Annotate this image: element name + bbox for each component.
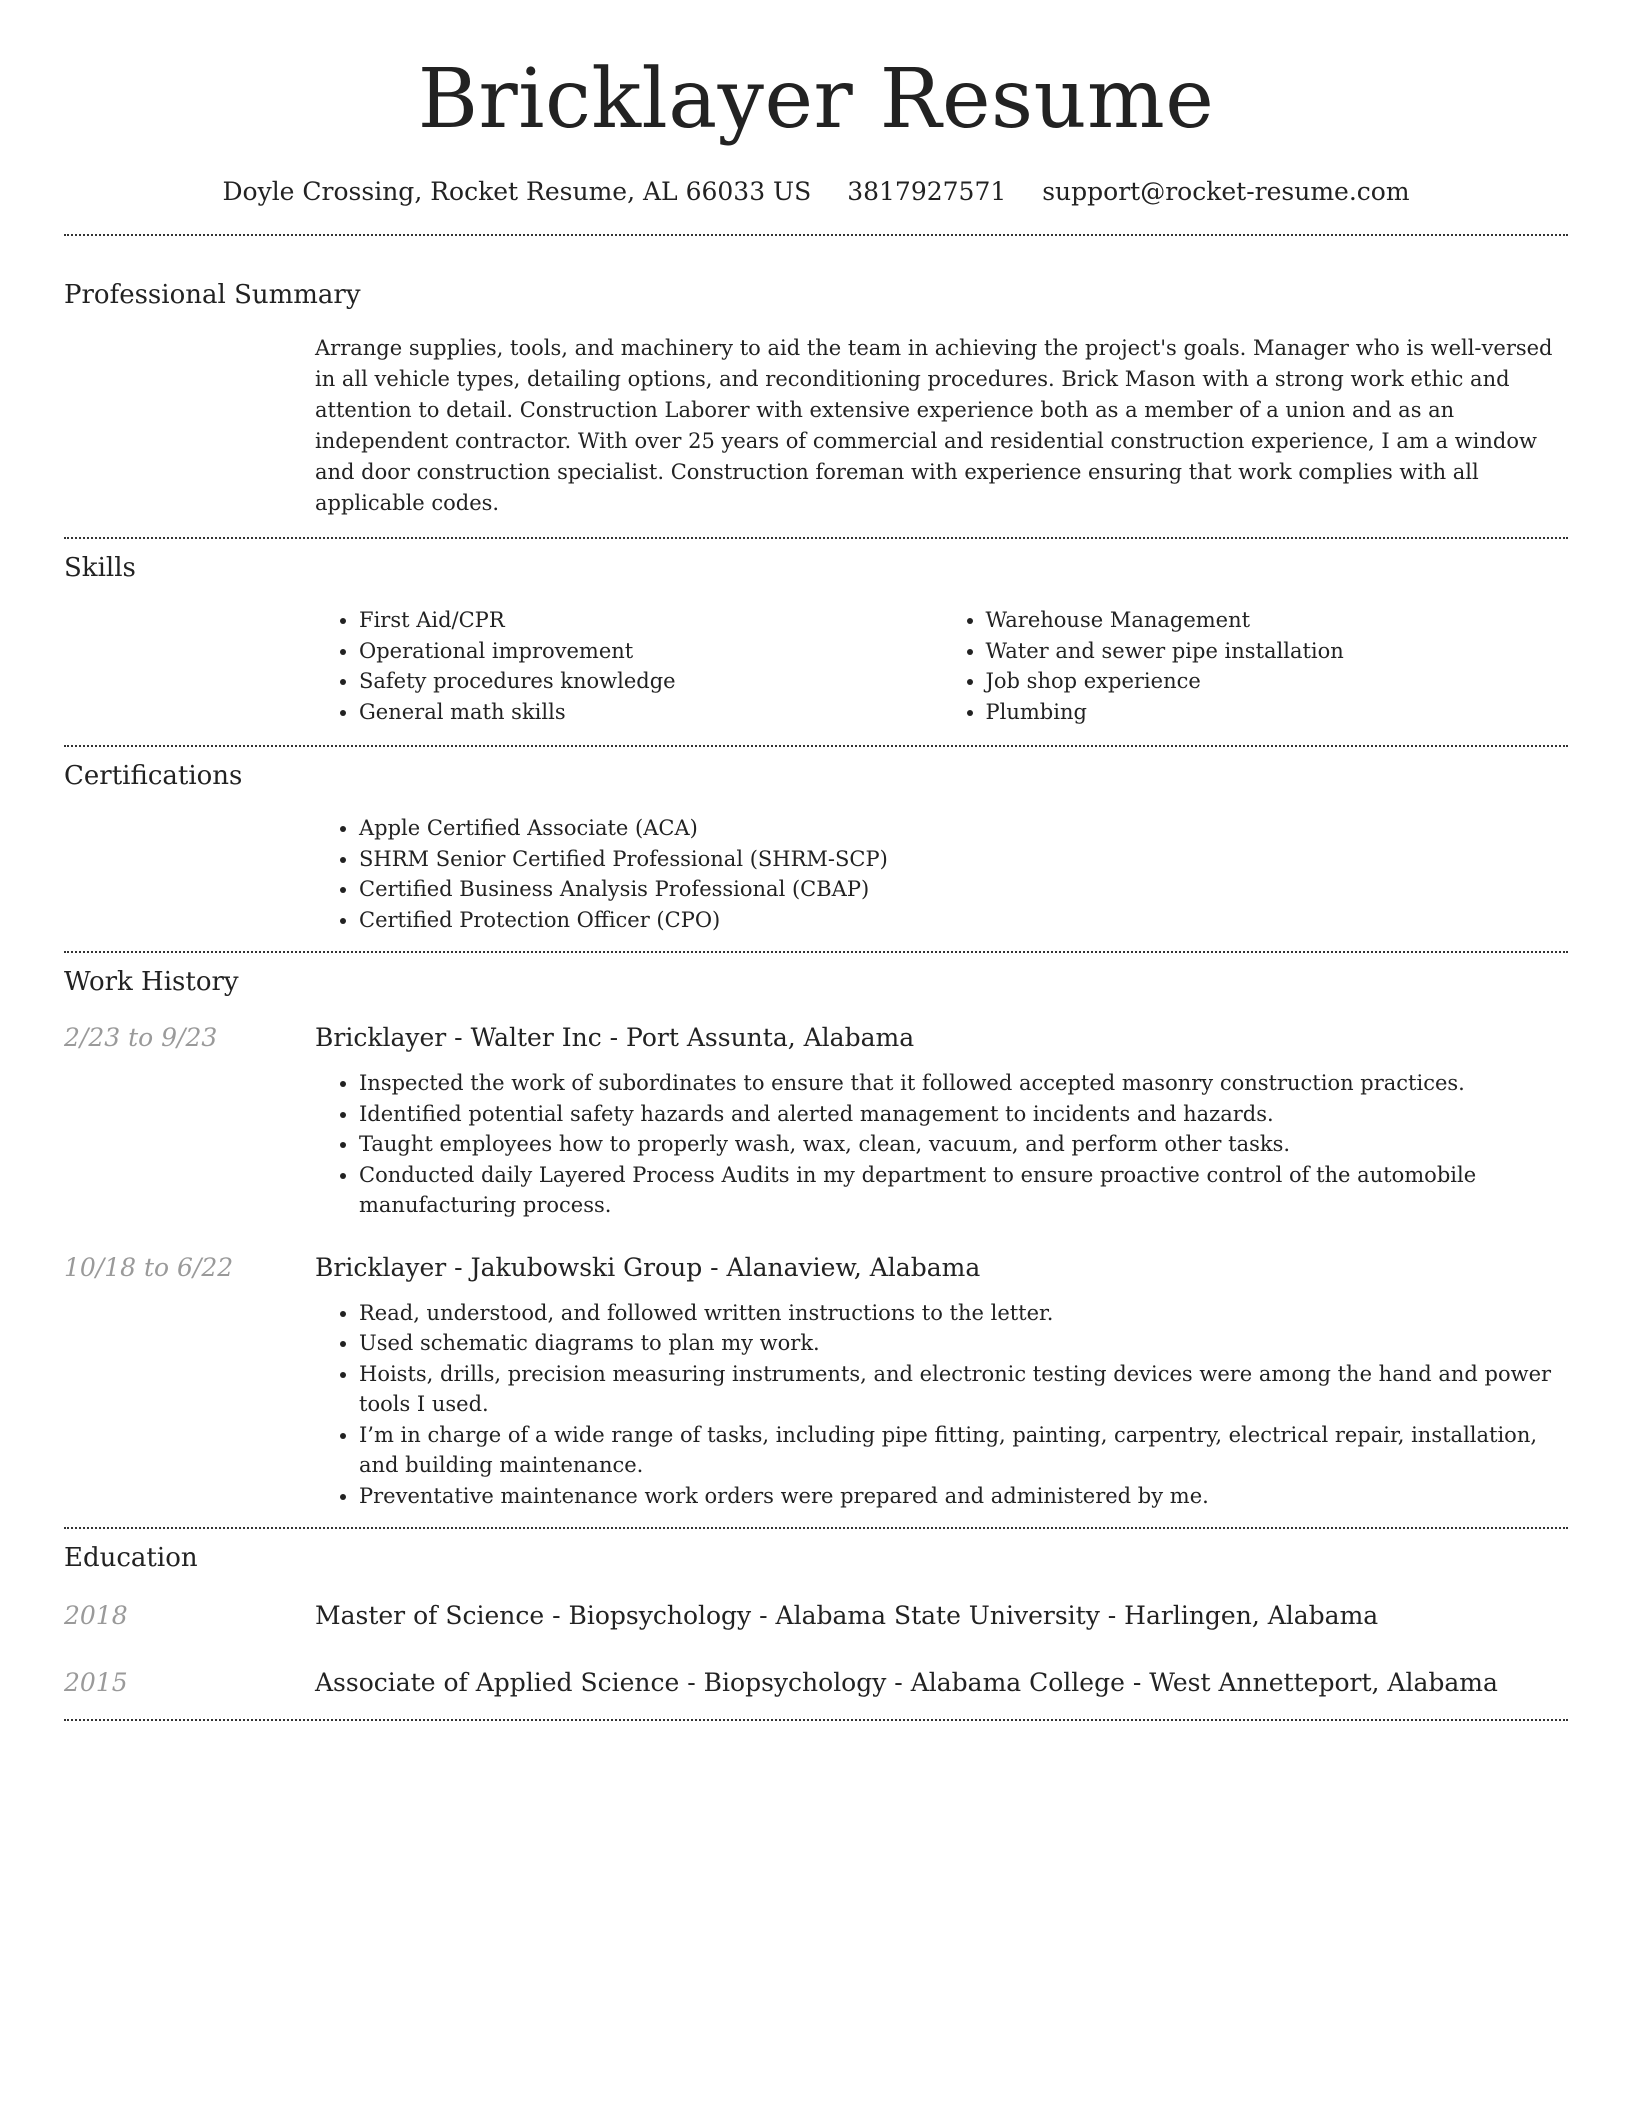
skill-item: • Job shop experience (986, 666, 1569, 697)
education-entry (64, 1666, 1568, 1700)
certifications-heading: Certifications (64, 761, 243, 791)
summary-text: Arrange supplies, tools, and machinery to aid the team in achieving the project's goals. Manager who is well-versed in all vehicle types, detailing options, and reconditioning procedures. Brick Mason with a strong work ethic and attention to detail. Construction Laborer with extensive experience both as a member of a union and as an independent contractor. With over 25 years of commercial and residential construction experience, I am a window and door construction specialist. Construction foreman with experience ensuring that work complies with all applicable codes. (315, 336, 1553, 515)
duty-item: • I’m in charge of a wide range of tasks, including pipe fitting, painting, carpentry, electrical repair, installation, and building maintenance. (359, 1420, 1568, 1481)
duty-item: • Taught employees how to properly wash, wax, clean, vacuum, and perform other tasks. (359, 1129, 1568, 1160)
job-entry (64, 1021, 1568, 1221)
duty-item: • Hoists, drills, precision measuring instruments, and electronic testing devices were among the hand and power tools I used. (359, 1359, 1568, 1420)
duty-item: • Inspected the work of subordinates to ensure that it followed accepted masonry construction practices. (359, 1068, 1568, 1099)
job-title: Bricklayer - Walter Inc - Port Assunta, Alabama (315, 1023, 915, 1052)
skill-item: • Safety procedures knowledge (359, 666, 942, 697)
education-section (64, 1541, 1568, 1700)
skills-heading: Skills (64, 553, 136, 583)
section-divider (64, 951, 1568, 953)
duty-item: • Identified potential safety hazards and alerted management to incidents and hazards. (359, 1099, 1568, 1130)
education-entry (64, 1599, 1568, 1633)
skill-item: • General math skills (359, 697, 942, 728)
resume-page (64, 0, 1568, 1721)
education-degree: Master of Science - Biopsychology - Alabama State University - Harlingen, Alabama (315, 1601, 1379, 1630)
section-divider (64, 1527, 1568, 1529)
education-heading: Education (64, 1543, 198, 1573)
certifications-list (315, 813, 1568, 935)
summary-section (64, 278, 1568, 519)
contact-phone: 3817927571 (847, 177, 1007, 206)
section-divider (64, 745, 1568, 747)
work-history-heading: Work History (64, 967, 239, 997)
job-duties (315, 1298, 1568, 1512)
skills-list-right (942, 605, 1569, 727)
work-history-section (64, 965, 1568, 1511)
skill-item: • Warehouse Management (986, 605, 1569, 636)
duty-item: • Used schematic diagrams to plan my work. (359, 1328, 1568, 1359)
skill-item: • Operational improvement (359, 636, 942, 667)
job-entry (64, 1251, 1568, 1512)
certification-item: • Certified Protection Officer (CPO) (359, 905, 1568, 936)
summary-body (315, 333, 1568, 519)
job-header (64, 1251, 1568, 1285)
job-duties (315, 1068, 1568, 1221)
duty-item: • Read, understood, and followed written instructions to the letter. (359, 1298, 1568, 1329)
skills-section (64, 551, 1568, 727)
certifications-body (315, 813, 1568, 935)
certification-item: • Certified Business Analysis Professional (CBAP) (359, 874, 1568, 905)
contact-email: support@rocket-resume.com (1042, 177, 1410, 206)
section-divider (64, 537, 1568, 539)
duty-item: • Preventative maintenance work orders were prepared and administered by me. (359, 1481, 1568, 1512)
summary-heading: Professional Summary (64, 280, 361, 310)
skill-item: • Water and sewer pipe installation (986, 636, 1569, 667)
education-year: 2018 (64, 1601, 128, 1630)
certifications-section (64, 759, 1568, 935)
certification-item: • SHRM Senior Certified Professional (SHRM-SCP) (359, 844, 1568, 875)
skill-item: • Plumbing (986, 697, 1569, 728)
job-dates: 10/18 to 6/22 (64, 1252, 234, 1282)
job-duties-list (315, 1298, 1568, 1512)
certification-item: • Apple Certified Associate (ACA) (359, 813, 1568, 844)
duty-item: • Conducted daily Layered Process Audits in my department to ensure proactive control of the automobile manufacturing process. (359, 1160, 1568, 1221)
contact-address: Doyle Crossing, Rocket Resume, AL 66033 US (222, 177, 812, 206)
skills-grid (315, 605, 1568, 727)
job-duties-list (315, 1068, 1568, 1221)
job-title: Bricklayer - Jakubowski Group - Alanaview, Alabama (315, 1252, 981, 1282)
contact-line (64, 176, 1568, 208)
job-header (64, 1021, 1568, 1055)
job-dates: 2/23 to 9/23 (64, 1023, 218, 1052)
section-divider (64, 1719, 1568, 1721)
skills-list-left (315, 605, 942, 727)
education-year: 2015 (64, 1668, 128, 1697)
skill-item: • First Aid/CPR (359, 605, 942, 636)
section-divider (64, 234, 1568, 236)
education-degree: Associate of Applied Science - Biopsychology - Alabama College - West Annetteport, Alabama (315, 1668, 1498, 1697)
resume-title: Bricklayer Resume (417, 52, 1215, 147)
